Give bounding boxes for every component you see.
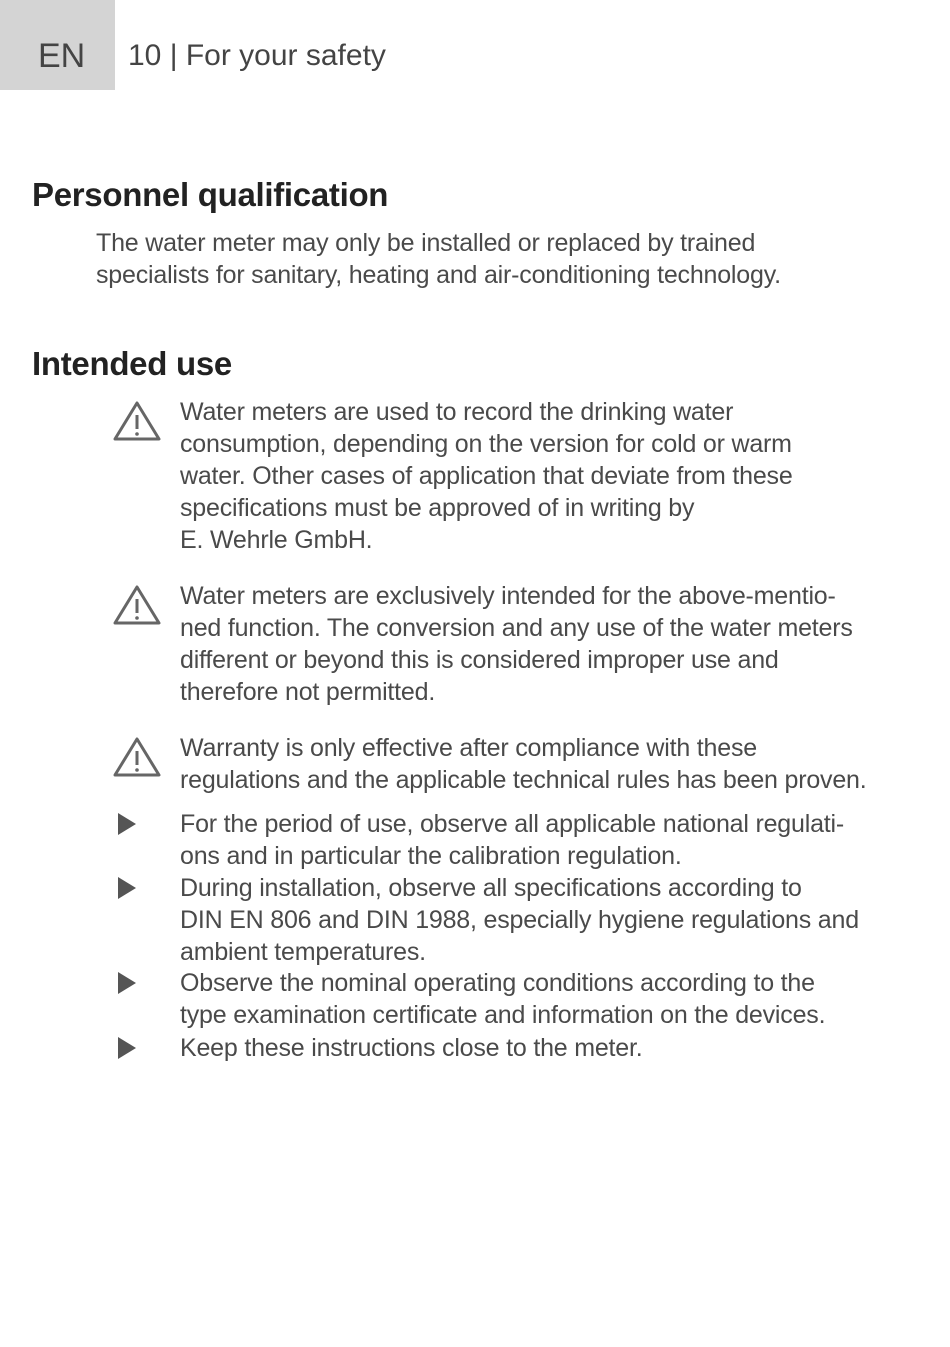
warning-item xyxy=(180,580,853,708)
text-line: therefore not permitted. xyxy=(180,678,436,706)
bullet-arrow-icon xyxy=(118,813,136,835)
language-code: EN xyxy=(38,37,86,75)
text-line: consumption, depending on the version for cold or warm xyxy=(180,430,792,458)
warning-icon xyxy=(112,584,162,631)
text-line: ambient temperatures. xyxy=(180,938,426,966)
bullet-item xyxy=(180,872,859,968)
text-line: water. Other cases of application that deviate from these xyxy=(180,462,793,490)
text-line: During installation, observe all specifications according to xyxy=(180,874,802,902)
bullet-arrow-icon xyxy=(118,972,136,994)
bullet-item xyxy=(180,1032,643,1064)
bullet-arrow-icon xyxy=(118,1037,136,1059)
warning-item xyxy=(180,732,867,796)
bullet-arrow-icon xyxy=(118,877,136,899)
paragraph xyxy=(96,227,781,291)
text-line: specialists for sanitary, heating and air-conditioning technology. xyxy=(96,261,781,289)
text-line: DIN EN 806 and DIN 1988, especially hygiene regulations and xyxy=(180,906,859,934)
text-line: Water meters are used to record the drinking water xyxy=(180,398,734,426)
text-line: different or beyond this is considered improper use and xyxy=(180,646,779,674)
language-tab xyxy=(0,0,115,90)
text-line: The water meter may only be installed or replaced by trained xyxy=(96,229,756,257)
text-line: type examination certificate and information on the devices. xyxy=(180,1001,826,1029)
section-heading: Personnel qualification xyxy=(32,176,389,213)
text-line: Warranty is only effective after compliance with these xyxy=(180,734,757,762)
text-line: Observe the nominal operating conditions according to the xyxy=(180,969,815,997)
warning-icon xyxy=(112,736,162,783)
page-header: 10 | For your safety xyxy=(128,39,386,72)
text-line: ned function. The conversion and any use of the water meters xyxy=(180,614,853,642)
text-line: Keep these instructions close to the meter. xyxy=(180,1034,643,1062)
bullet-item xyxy=(180,967,825,1031)
text-line: regulations and the applicable technical rules has been proven. xyxy=(180,766,867,794)
warning-item xyxy=(180,396,793,556)
bullet-item xyxy=(180,808,844,872)
section-heading: Intended use xyxy=(32,345,232,382)
text-line: Water meters are exclusively intended for the above-mentio- xyxy=(180,582,836,610)
text-line: E. Wehrle GmbH. xyxy=(180,526,373,554)
text-line: specifications must be approved of in writing by xyxy=(180,494,695,522)
text-line: For the period of use, observe all applicable national regulati- xyxy=(180,810,844,838)
warning-icon xyxy=(112,400,162,447)
text-line: ons and in particular the calibration regulation. xyxy=(180,842,682,870)
